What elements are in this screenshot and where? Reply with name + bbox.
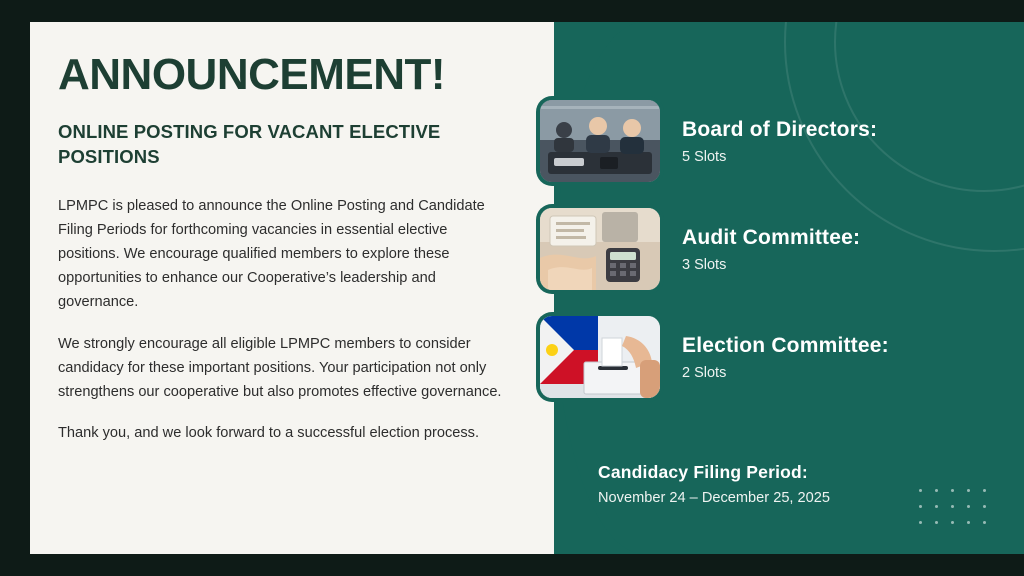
list-item — [540, 100, 1010, 182]
frame-left-bar — [0, 0, 30, 576]
position-title: Election Committee: — [682, 334, 889, 358]
boardroom-meeting-photo — [540, 100, 660, 182]
position-slots: 5 Slots — [682, 148, 727, 165]
list-item — [540, 316, 1010, 398]
position-title: Audit Committee: — [682, 226, 861, 250]
list-item — [540, 208, 1010, 290]
position-text — [682, 333, 889, 380]
frame-top-bar — [0, 0, 1024, 22]
body-paragraph: We strongly encourage all eligible LPMPC members to consider candidacy for these important positions. Your participation not only strengthens our cooperative but also promotes effective governance. — [58, 335, 502, 400]
body-paragraph: LPMPC is pleased to announce the Online Posting and Candidate Filing Periods for forthcoming vacancies in essential elective positions. We encourage qualified members to explore these opportunities to enhance our Cooperative’s leadership and governance. — [58, 198, 485, 311]
left-content — [58, 52, 528, 445]
page-subtitle: ONLINE POSTING FOR VACANT ELECTIVE POSITIONS — [58, 121, 441, 168]
position-slots: 2 Slots — [682, 364, 727, 381]
position-text — [682, 225, 860, 272]
calculator-paperwork-photo — [540, 208, 660, 290]
ballot-box-voting-photo — [540, 316, 660, 398]
body-paragraph: Thank you, and we look forward to a successful election process. — [58, 424, 480, 441]
position-slots: 3 Slots — [682, 256, 727, 273]
frame-bottom-bar — [0, 554, 1024, 576]
filing-period-dates: November 24 – December 25, 2025 — [598, 490, 831, 506]
position-title: Board of Directors: — [682, 118, 878, 142]
body-text — [58, 194, 528, 445]
filing-period-title: Candidacy Filing Period: — [598, 462, 808, 482]
position-text — [682, 117, 877, 164]
positions-list — [540, 100, 1010, 424]
page-title: ANNOUNCEMENT! — [58, 50, 446, 99]
dot-grid-decoration-icon — [919, 489, 994, 532]
